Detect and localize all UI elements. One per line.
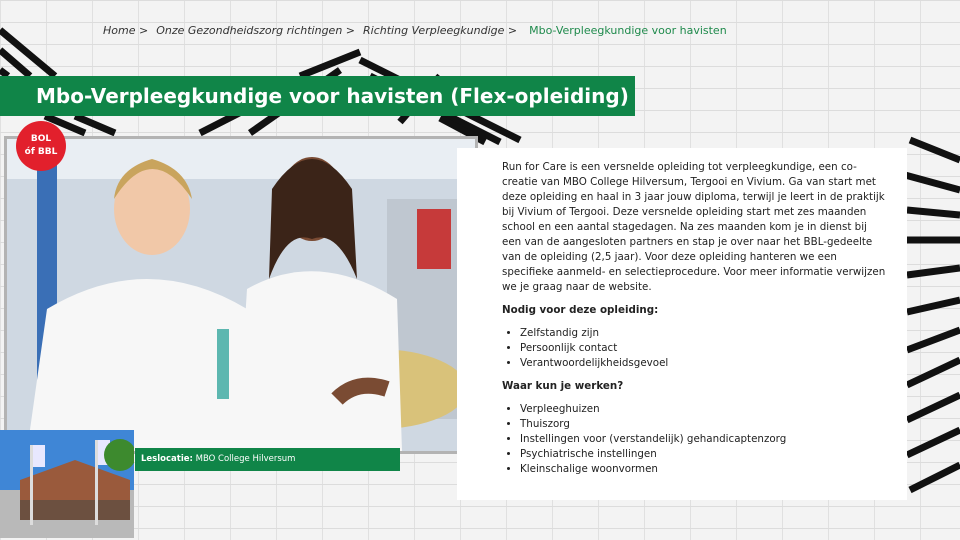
title-bar — [0, 76, 635, 116]
list-item: • Verpleeghuizen — [520, 402, 887, 417]
badge-line-2: óf BBL — [24, 147, 58, 157]
breadcrumb-current: Mbo-Verpleegkundige voor havisten — [529, 24, 727, 37]
breadcrumb-verpleegkundige[interactable]: Richting Verpleegkundige > — [363, 24, 518, 37]
breadcrumb-home[interactable]: Home > — [103, 24, 149, 37]
location-value: MBO College Hilversum — [195, 454, 296, 464]
work-heading: Waar kun je werken? — [502, 380, 624, 392]
list-item: • Zelfstandig zijn — [520, 326, 887, 341]
breadcrumb-gezondheidszorg[interactable]: Onze Gezondheidszorg richtingen > — [156, 24, 356, 37]
work-list — [502, 402, 887, 477]
badge-line-1: BOL — [30, 134, 52, 144]
location-label: Leslocatie: — [141, 454, 193, 464]
bol-bbl-badge — [16, 121, 66, 171]
list-item: • Instellingen voor (verstandelijk) gehandicaptenzorg — [520, 432, 887, 447]
intro-text: Run for Care is een versnelde opleiding tot verpleegkundige, een co-creatie van MBO College Hilversum, Tergooi en Vivium. Ga van start met deze opleiding en haal in 3 jaar jouw diploma, terwijl je leert in de praktijk bij Vivium of Tergooi. Deze versnelde opleiding start met zes maanden school en een aantal stagedagen. Na zes maanden kom je in dienst bij een van de aangesloten partners en stap je over naar het BBL-gedeelte van de opleiding (2,5 jaar). Voor deze opleiding hanteren we een specifieke aanmeld- en selectieprocedure. Voor meer informatie verwijzen we je graag naar de website. — [502, 161, 886, 293]
list-item: • Persoonlijk contact — [520, 341, 887, 356]
location-bar — [135, 448, 400, 471]
students-photo — [4, 136, 478, 454]
description-panel — [457, 148, 907, 500]
page-title: Mbo-Verpleegkundige voor havisten (Flex-opleiding) — [36, 84, 629, 108]
needed-heading: Nodig voor deze opleiding: — [502, 304, 659, 316]
list-item: • Kleinschalige woonvormen — [520, 462, 887, 477]
list-item: • Verantwoordelijkheidsgevoel — [520, 356, 887, 371]
needed-list — [502, 326, 887, 371]
breadcrumb — [103, 24, 727, 37]
list-item: • Thuiszorg — [520, 417, 887, 432]
school-building-photo — [0, 430, 134, 538]
list-item: • Psychiatrische instellingen — [520, 447, 887, 462]
